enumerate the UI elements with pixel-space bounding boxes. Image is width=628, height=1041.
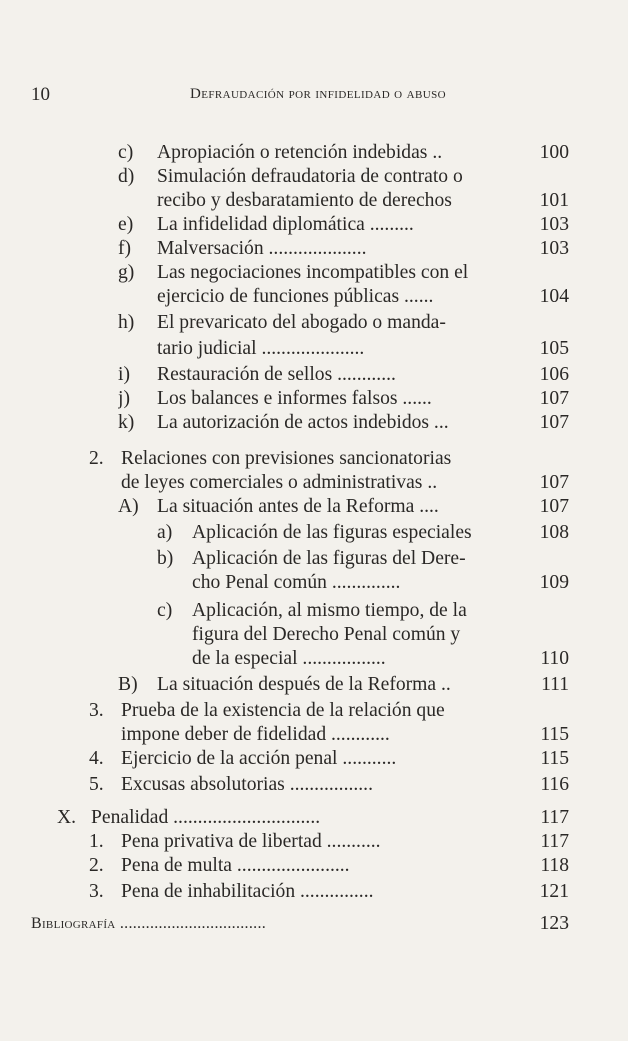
toc-entry-title: Restauración de sellos ............ (157, 364, 396, 385)
toc-entry-page: 117 (540, 831, 569, 852)
toc-entry-title: figura del Derecho Penal común y (192, 624, 461, 645)
toc-entry-page: 115 (540, 724, 569, 745)
toc-entry-page: 104 (539, 286, 569, 307)
toc-entry-title: Aplicación de las figuras especiales (192, 522, 472, 543)
toc-entry-page: 101 (539, 190, 569, 211)
toc-entry-title: recibo y desbaratamiento de derechos (157, 190, 452, 211)
toc-entry-title: Simulación defraudatoria de contrato o (157, 166, 463, 187)
toc-entry-label: d) (118, 166, 135, 187)
toc-entry-title: Ejercicio de la acción penal ........... (121, 748, 397, 769)
toc-entry-label: b) (157, 548, 174, 569)
toc-entry-label: 2. (89, 855, 104, 876)
toc-entry-title: La situación después de la Reforma .. (157, 674, 451, 695)
toc-entry-label: h) (118, 312, 135, 333)
toc-entry-page: 118 (540, 855, 569, 876)
toc-entry-label: k) (118, 412, 135, 433)
toc-entry-page: 123 (539, 913, 569, 934)
toc-entry-title: Excusas absolutorias ................. (121, 774, 373, 795)
toc-entry-title: de leyes comerciales o administrativas .. (121, 472, 438, 493)
toc-entry-page: 107 (539, 412, 569, 433)
page-number: 10 (31, 84, 50, 105)
toc-entry-label: e) (118, 214, 134, 235)
toc-entry-title: de la especial ................. (192, 648, 386, 669)
toc-entry-title: Aplicación de las figuras del Dere- (192, 548, 466, 569)
toc-entry-title: tario judicial ..................... (157, 338, 365, 359)
toc-entry-label: X. (57, 807, 77, 828)
toc-entry-page: 121 (539, 881, 569, 902)
toc-entry-title: El prevaricato del abogado o manda- (157, 312, 446, 333)
bibliography-entry-title: Bibliografía .................................. (31, 915, 267, 932)
toc-entry-title: Aplicación, al mismo tiempo, de la (192, 600, 467, 621)
toc-entry-title: Prueba de la existencia de la relación que (121, 700, 445, 721)
toc-entry-page: 103 (539, 214, 569, 235)
toc-entry-label: f) (118, 238, 132, 259)
toc-entry-title: Pena de inhabilitación ............... (121, 881, 374, 902)
toc-entry-label: A) (118, 496, 139, 517)
toc-entry-label: g) (118, 262, 135, 283)
toc-entry-label: 3. (89, 881, 104, 902)
toc-entry-page: 105 (539, 338, 569, 359)
toc-entry-title: Penalidad .............................. (91, 807, 321, 828)
toc-entry-title: Las negociaciones incompatibles con el (157, 262, 469, 283)
toc-entry-label: a) (157, 522, 173, 543)
toc-entry-label: 2. (89, 448, 104, 469)
toc-entry-title: La autorización de actos indebidos ... (157, 412, 449, 433)
toc-entry-label: c) (118, 142, 134, 163)
toc-entry-label: j) (118, 388, 130, 409)
toc-entry-page: 108 (539, 522, 569, 543)
toc-entry-title: La situación antes de la Reforma .... (157, 496, 439, 517)
toc-entry-title: cho Penal común .............. (192, 572, 401, 593)
toc-entry-page: 100 (539, 142, 569, 163)
toc-entry-page: 106 (539, 364, 569, 385)
toc-entry-title: Malversación .................... (157, 238, 367, 259)
toc-entry-page: 109 (539, 572, 569, 593)
toc-entry-page: 110 (540, 648, 569, 669)
toc-entry-label: 5. (89, 774, 104, 795)
toc-entry-label: 4. (89, 748, 104, 769)
toc-entry-title: ejercicio de funciones públicas ...... (157, 286, 434, 307)
toc-entry-title: Apropiación o retención indebidas .. (157, 142, 443, 163)
toc-entry-label: i) (118, 364, 130, 385)
toc-entry-page: 107 (539, 472, 569, 493)
toc-entry-title: Los balances e informes falsos ...... (157, 388, 432, 409)
toc-entry-page: 103 (539, 238, 569, 259)
toc-entry-title: Pena de multa ....................... (121, 855, 350, 876)
toc-entry-label: 1. (89, 831, 104, 852)
toc-entry-page: 116 (540, 774, 569, 795)
toc-entry-page: 111 (541, 674, 569, 695)
toc-entry-page: 107 (539, 496, 569, 517)
toc-entry-label: 3. (89, 700, 104, 721)
toc-entry-title: impone deber de fidelidad ............ (121, 724, 390, 745)
toc-entry-page: 107 (539, 388, 569, 409)
toc-entry-page: 117 (540, 807, 569, 828)
toc-entry-page: 115 (540, 748, 569, 769)
toc-entry-title: Relaciones con previsiones sancionatorias (121, 448, 452, 469)
toc-entry-title: La infidelidad diplomática ......... (157, 214, 414, 235)
toc-entry-title: Pena privativa de libertad ........... (121, 831, 381, 852)
toc-entry-label: B) (118, 674, 138, 695)
running-title: Defraudación por infidelidad o abuso (190, 86, 446, 102)
toc-entry-label: c) (157, 600, 173, 621)
